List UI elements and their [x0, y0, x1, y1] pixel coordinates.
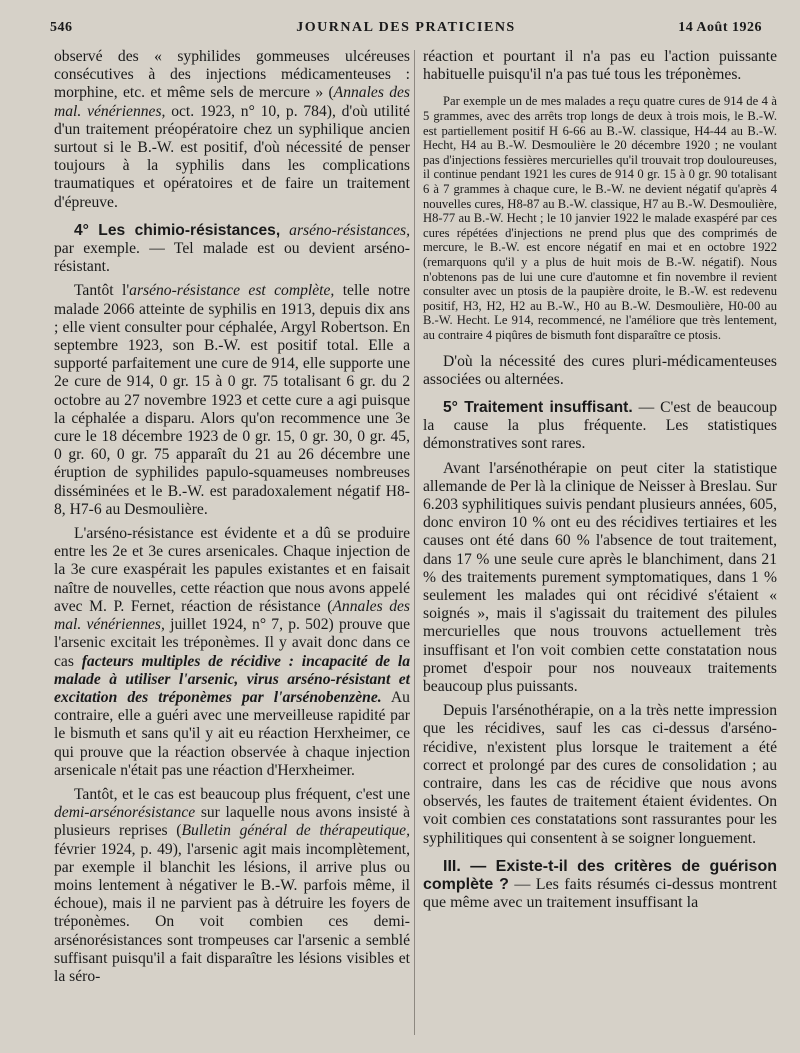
paragraph-continuation: réaction et pourtant il n'a pas eu l'action puissante habituelle puisqu'il n'a pas tué tous les tréponèmes. — [423, 48, 777, 84]
right-column — [423, 48, 777, 912]
running-head — [50, 14, 762, 38]
paragraph-half-resistance: Tantôt, et le cas est beaucoup plus fréquent, c'est une demi-arsénorésistance sur laquelle nous avons insisté à plusieurs reprises (Bulletin général de thérapeutique, février 1924, p. 49), l'arsenic agit mais incomplètement, par exemple il blanchit les lésions, il arrive plus ou moins lentement à négativer le B.-W. parfois même, il échoue), mais il ne parvient pas à détruire les foyers de tréponèmes. On voit combien ces demi-arsénorésistances sont trompeuses car l'arsenic a semblé suffisant puisqu'il a fait disparaître les lésions visibles et la séro- — [54, 785, 410, 985]
case-example — [423, 94, 777, 342]
paragraph-continuation: observé des « syphilides gommeuses ulcéreuses consécutives à des injections médicamenteuses : morphine, etc. et même sels de mercure » (Annales des mal. vénériennes, oct. 1923, n° 10, p. 784), d'où utilité d'un traitement préopératoire chez un syphilique ancien surtout si le B.-W. est positif, d'où nécessité de penser toujours à la syphilis dans les complications traumatiques et opératoires et de faire un traitement d'épreuve. — [54, 48, 410, 211]
section-4-heading: 4° Les chimio-résistances, — [74, 221, 281, 239]
section-5: 5° Traitement insuffisant. — C'est de beaucoup la cause la plus fréquente. Les statistiques démonstratives sont rares. — [423, 398, 777, 453]
section-4: 4° Les chimio-résistances, arséno-résistances, par exemple. — Tel malade est ou devient arséno-résistant. — [54, 221, 410, 276]
case-example-text: Par exemple un de mes malades a reçu quatre cures de 914 de 4 à 5 grammes, avec des arrêts trop longs de deux à trois mois, le B.-W. est partiellement positif H 6-66 au B.-W. classique, H4-44 au B.-W. Hecht, H4 au B.-W. Desmoulière le 20 décembre 1920 ; ne voulant pas d'injections fessières mercurielles qu'il trouvait trop douloureuses, il continue pendant 1921 les cures de 914 0 gr. 15 à 0 gr. 90 totalisant 6 à 7 grammes à chaque cure, le B.-W. ne devient négatif qu'après 4 nouvelles cures, H8-87 au B.-W. classique, H7 au B.-W. Desmoulière, H8-77 au B.-W. Hecht ; le 10 janvier 1922 le malade exaspéré par ces cures répétées d'injections ne prend plus que des comprimés de mercure, le B.-W. est encore négatif en mai et en octobre 1922 (remarquons qu'il y a plus de huit mois de B.-W. négatif). Nous n'obtenons pas de lui une cure d'automne et fin novembre il revient consulter avec un ptosis de la paupière droite, le B.-W. est redevenu positif, H3, H2, H2 au B.-W., H0 au B.-W. Desmoulière, H0-00 au B.-W. Hecht. Le 914, recommencé, ne l'améliore que très lentement, au contraire 4 piqûres de bismuth font disparaître ce ptosis. — [423, 94, 777, 342]
page-number: 546 — [50, 20, 73, 35]
paragraph-combined-cures: D'où la nécessité des cures pluri-médicamenteuses associées ou alternées. — [423, 352, 777, 388]
paragraph-complete-resistance: Tantôt l'arséno-résistance est complète, telle notre malade 2066 atteinte de syphilis en 1913, depuis dix ans ; elle vient consulter pour céphalée, Argyl Robertson. En septembre 1923, son B.-W. est positif total. Elle a supporté parfaitement une cure de 914, elle supporte une 2e cure de 914, 0 gr. 15 à 0 gr. 75 totalisant 6 gr. du 2 octobre au 27 novembre 1923 et cette cure a agi puisque la céphalée a disparu. Alors qu'on recommence une 3e cure le 18 décembre 1923 de 0 gr. 15, 0 gr. 30, 0 gr. 45, 0 gr. 60, 0 gr. 75 apparaît du 21 au 26 décembre une éruption de syphilides papulo-squameuses nombreuses disséminées et le B.-W. est paradoxalement négatif H8-8, H7-6 au Desmoulière. — [54, 282, 410, 518]
section-3: III. — Existe-t-il des critères de guérison complète ? — Les faits résumés ci-dessus montrent que même avec un traitement insuffisant la — [423, 857, 778, 912]
issue-date: 14 Août 1926 — [678, 20, 762, 35]
paragraph-statistics: Avant l'arsénothérapie on peut citer la statistique allemande de Per là la clinique de Neisser à Breslau. Sur 6.203 syphilitiques suivis pendant plusieurs années, 605, donc environ 10 % ont eu des récidives tertiaires et les causes ont été dans 60 % l'absence de tout traitement, dans 17 % une seule cure après le blanchiment, dans 21 % des traitements purement symptomatiques, dans 1 % seulement les malades qui ont récidivé s'étaient « soignés », mais il s'agissait du traitement des pilules mercurielles que nous trouvons actuellement très insuffisant et l'on voit combien cette constatation nous promet d'espoir pour nos nouveaux traitements beaucoup plus puissants. — [423, 459, 777, 695]
section-3-heading: III. — Existe-t-il des critères de guérison complète ? — [423, 857, 777, 893]
paragraph-evident-resistance: L'arséno-résistance est évidente et a dû se produire entre les 2e et 3e cures arsenicales. Chaque injection de la 3e cure exaspérait les papules existantes et en faisait naître de nouvelles, cette réaction que nous avons appelé avec M. P. Fernet, réaction de résistance (Annales des mal. vénériennes, juillet 1924, n° 7, p. 502) prouve que l'arsenic excitait les tréponèmes. Il y avait donc dans ce cas facteurs multiples de récidive : incapacité de la malade à utiliser l'arsenic, virus arséno-résistant et excitation des tréponèmes par l'arsénobenzène. Au contraire, elle a guéri avec une merveilleuse rapidité par le bismuth et sans qu'il y ait eu réaction Herxheimer, ce qui prouve que la réaction observée à chaque injection arsenicale n'était pas une réaction d'Herxheimer. — [54, 525, 411, 779]
column-divider — [414, 50, 415, 1035]
left-column — [54, 48, 410, 986]
journal-title: JOURNAL DES PRATICIENS — [296, 20, 516, 35]
paragraph-arsenotherapy: Depuis l'arsénothérapie, on a la très nette impression que les récidives, sauf les cas ci-dessus d'arséno-récidive, n'existent plus lorsque le traitement a été correct et prolongé par des cures de consolidation ; au contraire, dans les cas de récidive que nous avons observés, les fautes de traitement étaient évidentes. On voit combien ces constatations sont rassurantes pour les syphilitiques qui consentent à se soigner longuement. — [423, 702, 777, 847]
section-5-heading: 5° Traitement insuffisant. — [443, 398, 633, 416]
